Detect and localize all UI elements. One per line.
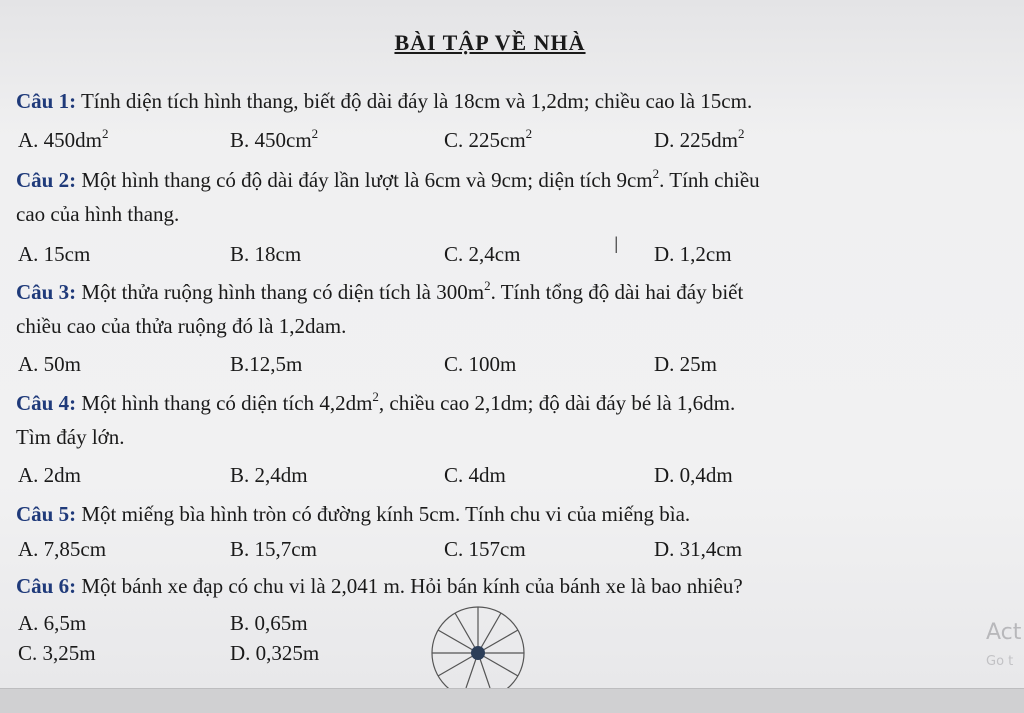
question-6: Câu 6: Một bánh xe đạp có chu vi là 2,041 m. Hỏi bán kính của bánh xe là bao nhiêu? bbox=[16, 574, 743, 598]
option-b: B. 2,4dm bbox=[230, 463, 308, 487]
option-c: C. $225cm^2$ bbox=[444, 126, 533, 152]
question-label: Câu 5: bbox=[16, 502, 77, 526]
option-d: D. 1,2cm bbox=[654, 242, 732, 266]
question-5: Câu 5: Một miếng bìa hình tròn có đường kính 5cm. Tính chu vi của miếng bìa. bbox=[16, 502, 691, 526]
option-b: B. 18cm bbox=[230, 242, 302, 266]
question-label: Câu 1: bbox=[16, 89, 77, 113]
option-c: C. 3,25m bbox=[18, 641, 96, 665]
question-3: Câu 3: Một thửa ruộng hình thang có diện tích là $300m^2$. Tính tổng độ dài hai đáy biết bbox=[16, 278, 744, 304]
option-b: B. 15,7cm bbox=[230, 537, 317, 561]
option-b: B.12,5m bbox=[230, 352, 303, 376]
question-2: Câu 2: Một hình thang có độ dài đáy lần lượt là 6cm và 9cm; diện tích $9cm^2$. Tính chiều bbox=[16, 166, 760, 192]
option-c: C. 2,4cm bbox=[444, 242, 521, 266]
question-4: Câu 4: Một hình thang có diện tích $4,2dm^2$, chiều cao 2,1dm; độ dài đáy bé là 1,6dm. bbox=[16, 389, 736, 415]
option-d: D. 0,4dm bbox=[654, 463, 733, 487]
question-text: Tính diện tích hình thang, biết độ dài đáy là 18cm và 1,2dm; chiều cao là 15cm. bbox=[76, 89, 753, 113]
option-a: A. 2dm bbox=[18, 463, 81, 487]
option-c: C. 157cm bbox=[444, 537, 526, 561]
screen-bottom-bar bbox=[0, 688, 1024, 713]
option-a: A. 6,5m bbox=[18, 611, 87, 635]
option-d: D. 31,4cm bbox=[654, 537, 743, 561]
question-label: Câu 6: bbox=[16, 574, 77, 598]
option-a: A. 7,85cm bbox=[18, 537, 107, 561]
text-cursor-icon: I bbox=[613, 234, 620, 259]
option-d: D. 0,325m bbox=[230, 641, 320, 665]
option-c: C. 100m bbox=[444, 352, 517, 376]
question-2-line-2: cao của hình thang. bbox=[16, 202, 180, 226]
bicycle-wheel-icon bbox=[430, 606, 530, 688]
option-d: D. 25m bbox=[654, 352, 717, 376]
activation-watermark: Act bbox=[986, 620, 1022, 645]
question-4-line-2: Tìm đáy lớn. bbox=[16, 425, 125, 449]
option-a: A. $450dm^2$ bbox=[18, 126, 109, 152]
option-b: B. 0,65m bbox=[230, 611, 308, 635]
activation-watermark-sub: Go t bbox=[986, 654, 1014, 669]
option-d: D. $225dm^2$ bbox=[654, 126, 745, 152]
option-a: A. 15cm bbox=[18, 242, 91, 266]
question-label: Câu 2: bbox=[16, 168, 77, 192]
question-label: Câu 3: bbox=[16, 280, 77, 304]
option-a: A. 50m bbox=[18, 352, 81, 376]
question-label: Câu 4: bbox=[16, 391, 77, 415]
option-c: C. 4dm bbox=[444, 463, 506, 487]
page-title: BÀI TẬP VỀ NHÀ bbox=[394, 30, 586, 55]
option-b: B. $450cm^2$ bbox=[230, 126, 319, 152]
question-3-line-2: chiều cao của thửa ruộng đó là 1,2dam. bbox=[16, 314, 347, 338]
question-1 bbox=[16, 89, 752, 114]
